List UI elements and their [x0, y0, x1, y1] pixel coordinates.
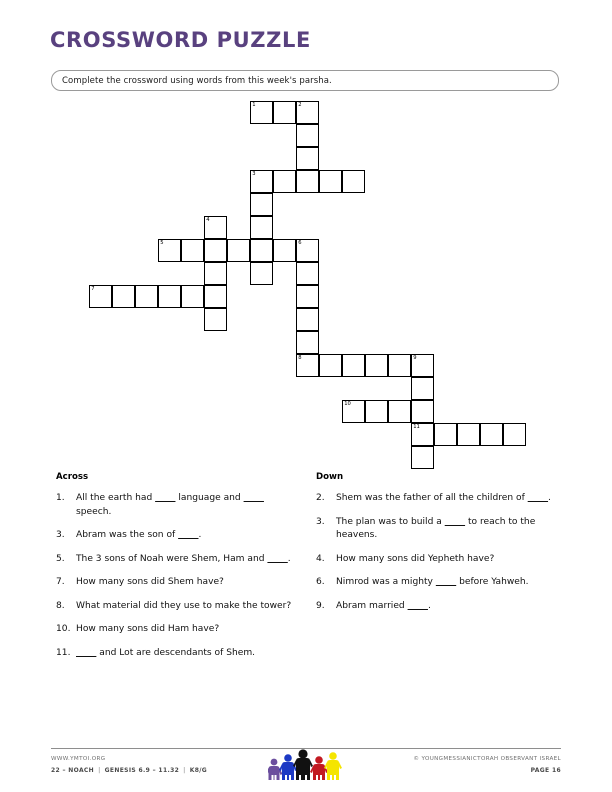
clue-text: Abram married .: [336, 600, 431, 611]
instruction-text: Complete the crossword using words from this week's parsha.: [62, 75, 332, 86]
footer-reference: GENESIS 6.9 – 11.32: [104, 767, 180, 774]
ymtoi-logo: [268, 749, 348, 783]
crossword-cell[interactable]: [388, 354, 411, 377]
crossword-cell[interactable]: [319, 354, 342, 377]
crossword-cell[interactable]: [457, 423, 480, 446]
crossword-cell[interactable]: [503, 423, 526, 446]
clue-number: 6.: [316, 577, 325, 587]
clue-item: [316, 576, 561, 590]
cell-number: 5: [160, 240, 164, 247]
cell-number: 4: [206, 217, 210, 224]
clue-item: [56, 492, 301, 519]
down-heading: Down: [316, 472, 344, 482]
footer-page-number: PAGE 16: [530, 767, 561, 774]
cell-number: 8: [298, 355, 302, 362]
crossword-cell[interactable]: [204, 216, 227, 239]
crossword-cell[interactable]: [296, 308, 319, 331]
cell-number: 2: [298, 102, 302, 109]
clue-text: All the earth had language and speech.: [76, 493, 244, 517]
footer-meta: [51, 765, 207, 776]
crossword-cell[interactable]: [204, 239, 227, 262]
clue-number: 8.: [56, 600, 65, 611]
clue-text: Shem was the father of all the children of .: [336, 493, 551, 503]
crossword-cell[interactable]: [319, 170, 342, 193]
footer-left: [51, 754, 207, 776]
page-title: CROSSWORD PUZZLE: [50, 28, 311, 52]
crossword-cell[interactable]: [181, 239, 204, 262]
crossword-cell[interactable]: [204, 285, 227, 308]
crossword-cell[interactable]: [135, 285, 158, 308]
crossword-cell[interactable]: [250, 193, 273, 216]
clue-text: How many sons did Ham have?: [76, 624, 220, 634]
footer-copyright: © YOUNGMESSIANICTORAH OBSERVANT ISRAEL: [413, 756, 561, 762]
cell-number: 11: [413, 424, 420, 431]
clue-text: Nimrod was a mighty before Yahweh.: [336, 577, 529, 587]
cell-number: 10: [344, 401, 351, 408]
crossword-cell[interactable]: [296, 170, 319, 193]
crossword-cell[interactable]: [227, 239, 250, 262]
cell-number: 9: [413, 355, 417, 362]
footer-separator-1: |: [98, 767, 101, 774]
crossword-cell[interactable]: [273, 170, 296, 193]
crossword-cell[interactable]: [250, 239, 273, 262]
down-clue-list: [316, 492, 561, 623]
cell-number: 6: [298, 240, 302, 247]
crossword-cell[interactable]: [296, 285, 319, 308]
footer-separator-2: |: [183, 767, 186, 774]
crossword-cell[interactable]: [181, 285, 204, 308]
crossword-cell[interactable]: [388, 400, 411, 423]
clue-number: 1.: [56, 493, 65, 503]
crossword-cell[interactable]: [411, 354, 434, 377]
crossword-cell[interactable]: [411, 400, 434, 423]
clue-item: [56, 576, 301, 590]
crossword-cell[interactable]: [250, 216, 273, 239]
crossword-cell[interactable]: [365, 354, 388, 377]
crossword-cell[interactable]: [112, 285, 135, 308]
crossword-cell[interactable]: [250, 170, 273, 193]
crossword-cell[interactable]: [296, 331, 319, 354]
clue-item: [316, 492, 561, 506]
crossword-cell[interactable]: [158, 285, 181, 308]
crossword-cell[interactable]: [250, 101, 273, 124]
clue-number: 4.: [316, 553, 325, 564]
across-clue-list: [56, 492, 301, 670]
crossword-cell[interactable]: [204, 262, 227, 285]
footer-grade: K8/G: [189, 767, 208, 774]
clue-text: and Lot are descendants of Shem.: [96, 647, 256, 658]
crossword-cell[interactable]: [365, 400, 388, 423]
clue-text: How many sons did Shem have?: [76, 577, 224, 587]
clue-number: 11.: [56, 647, 71, 658]
clue-number: 5.: [56, 553, 65, 564]
crossword-cell[interactable]: [158, 239, 181, 262]
clue-item: [56, 623, 301, 637]
clue-item: [56, 647, 301, 661]
crossword-cell[interactable]: [204, 308, 227, 331]
footer-right: [413, 754, 561, 776]
cell-number: 3: [252, 171, 256, 178]
clue-text: What material did they use to make the tower?: [76, 600, 292, 611]
crossword-cell[interactable]: [342, 354, 365, 377]
clue-text: Abram was the son of .: [76, 530, 202, 540]
crossword-cell[interactable]: [434, 423, 457, 446]
clue-item: [316, 553, 561, 567]
clue-number: 10.: [56, 624, 71, 634]
clue-number: 2.: [316, 493, 325, 503]
crossword-cell[interactable]: [480, 423, 503, 446]
clue-item: [316, 600, 561, 614]
crossword-cell[interactable]: [296, 124, 319, 147]
clue-number: 7.: [56, 577, 65, 587]
clue-text: How many sons did Yepheth have?: [336, 553, 495, 564]
crossword-cell[interactable]: [411, 377, 434, 400]
clue-item: [56, 529, 301, 543]
crossword-cell[interactable]: [411, 423, 434, 446]
footer-portion: 22 – NOACH: [51, 767, 95, 774]
cell-number: 1: [252, 102, 256, 109]
clue-item: [56, 553, 301, 567]
clue-number: 3.: [316, 516, 325, 527]
clue-item: [56, 600, 301, 614]
clue-item: [316, 516, 561, 543]
crossword-cell[interactable]: [411, 446, 434, 469]
across-heading: Across: [56, 472, 89, 482]
clue-number: 9.: [316, 600, 325, 611]
crossword-cell[interactable]: [296, 147, 319, 170]
crossword-cell[interactable]: [296, 239, 319, 262]
crossword-cell[interactable]: [296, 262, 319, 285]
footer-website: WWW.YMTOI.ORG: [51, 756, 106, 762]
crossword-cell[interactable]: [342, 400, 365, 423]
crossword-cell[interactable]: [296, 354, 319, 377]
crossword-cell[interactable]: [273, 239, 296, 262]
crossword-cell[interactable]: [296, 101, 319, 124]
crossword-cell[interactable]: [273, 101, 296, 124]
clue-text: The 3 sons of Noah were Shem, Ham and .: [76, 553, 291, 564]
crossword-cell[interactable]: [342, 170, 365, 193]
clue-text: The plan was to build a to reach to the heavens.: [336, 516, 536, 540]
clue-number: 3.: [56, 530, 65, 540]
cell-number: 7: [91, 286, 95, 293]
crossword-cell[interactable]: [250, 262, 273, 285]
crossword-cell[interactable]: [89, 285, 112, 308]
